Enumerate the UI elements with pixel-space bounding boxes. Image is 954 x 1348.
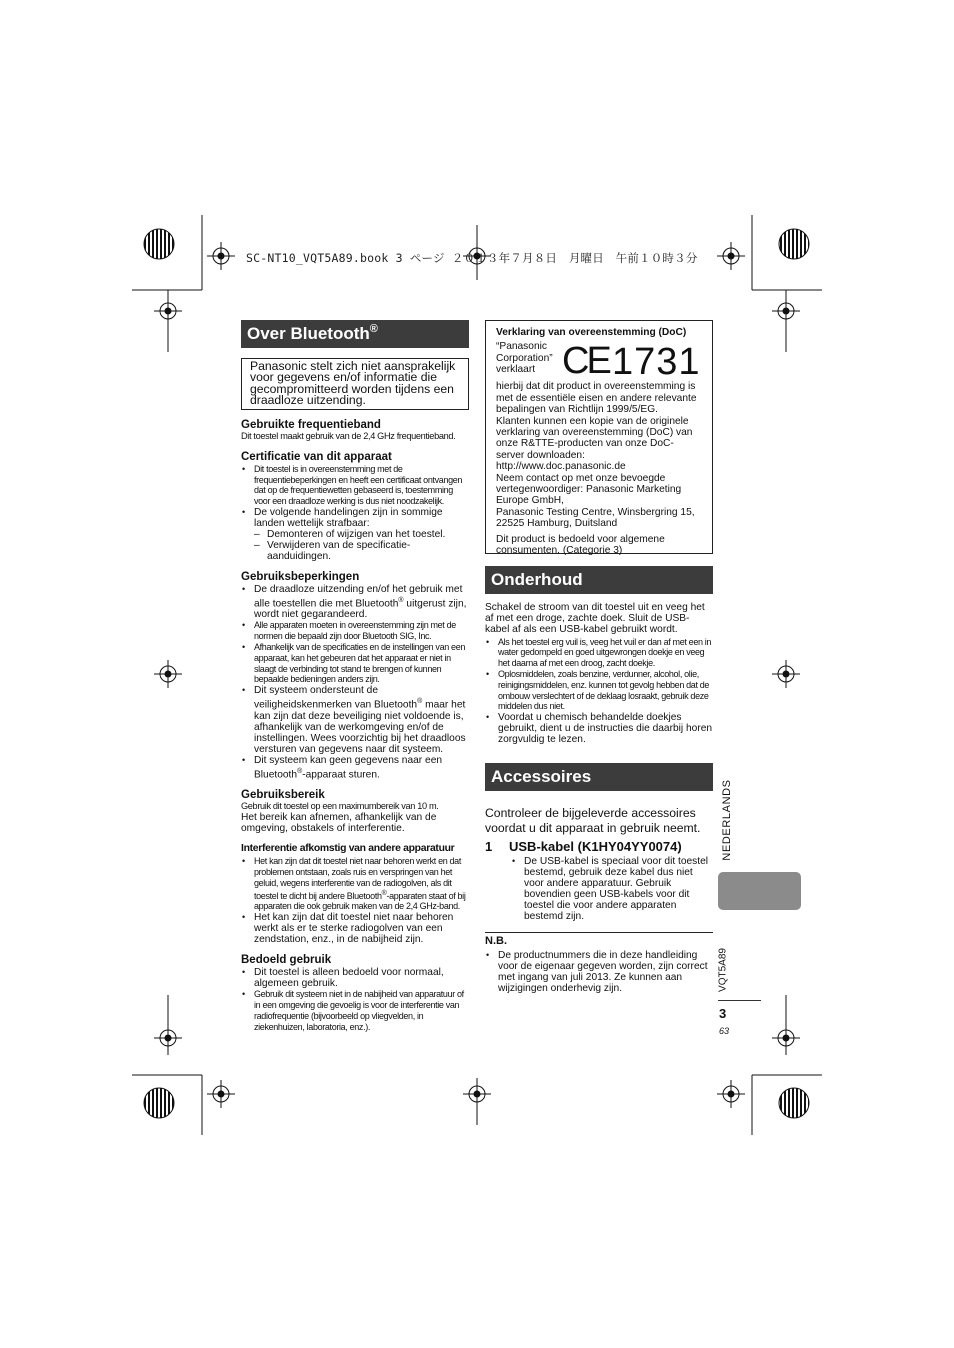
list-item: • Gebruik dit systeem niet in de nabijheid van apparatuur of in een omgeving die gevoelig is voor de interferentie van radiofrequentie (bijvoorbeeld op vliegvelden, in ziekenhuizen, laboratoria, enz.). bbox=[241, 989, 469, 1032]
heading-limitations: Gebruiksbeperkingen bbox=[241, 570, 360, 583]
heading-intended-use: Bedoeld gebruik bbox=[241, 954, 332, 967]
doc-header bbox=[496, 341, 702, 378]
intended-use-list bbox=[241, 967, 469, 1032]
right-column bbox=[485, 320, 713, 994]
nb-divider bbox=[485, 932, 713, 933]
list-item: • Alle apparaten moeten in overeenstemming zijn met de normen die bepaald zijn door Bluetooth SIG, Inc. bbox=[241, 620, 469, 642]
section-title-accessories: Accessoires bbox=[485, 763, 713, 791]
list-item: • Het kan zijn dat dit toestel niet naar behoren werkt en dat problemen ontstaan, zoals ruis en verspringen van het geluid, wegens interferentie van de radiogolven, als dit toestel te dicht bij andere Bluetooth®-apparaten staat of bij apparaten die ook gebruik maken van de 2,4 GHz-band. bbox=[241, 856, 469, 912]
list-item: • Oplosmiddelen, zoals benzine, verdunner, alcohol, olie, reinigingsmiddelen, enz. kunnen tot gevolg hebben dat de ombouw verslechtert of de deklaag losraakt, gebruik deze middelen dus niet. bbox=[485, 669, 713, 712]
list-item: • Voordat u chemisch behandelde doekjes gebruikt, dient u de instructies die daarbij horen zorgvuldig te lezen. bbox=[485, 712, 713, 745]
doc-body-4: Panasonic Testing Centre, Winsbergring 15, 22525 Hamburg, Duitsland bbox=[496, 506, 695, 530]
language-tab bbox=[718, 872, 801, 910]
page-number: 3 bbox=[719, 1006, 727, 1021]
doc-url: http://www.doc.panasonic.de bbox=[496, 461, 626, 473]
language-label: NEDERLANDS bbox=[721, 779, 733, 861]
doc-title: Verklaring van overeenstemming (DoC) bbox=[496, 327, 687, 338]
doc-body-5: Dit product is bedoeld voor algemene consumenten. (Categorie 3) bbox=[496, 533, 665, 557]
list-item: • Het kan zijn dat dit toestel niet naar behoren werkt als er te sterke radiogolven van een zendstation, enz., in de nabijheid zijn. bbox=[241, 912, 469, 945]
list-item: • Afhankelijk van de specificaties en de instellingen van een apparaat, kan het gebeuren dat het apparaat er niet in slaagt de verbinding tot stand te brengen of kunnen bepaalde bedieningen anders zijn. bbox=[241, 642, 469, 685]
heading-certification: Certificatie van dit apparaat bbox=[241, 450, 392, 463]
list-item: • De draadloze uitzending en/of het gebruik met alle toestellen die met Bluetooth® uitgerust zijn, wordt niet gegarandeerd. bbox=[241, 584, 469, 620]
dash-list bbox=[254, 529, 469, 562]
range-text-2: Het bereik kan afnemen, afhankelijk van de omgeving, obstakels of interferentie. bbox=[241, 811, 437, 834]
file-header: SC-NT10_VQT5A89.book 3 ページ ２０１３年７月８日 月曜日 午前１０時３分 bbox=[246, 251, 698, 265]
range-text: Gebruik dit toestel op een maximumbereik van 10 m. bbox=[241, 800, 439, 811]
heading-frequency: Gebruikte frequentieband bbox=[241, 419, 381, 431]
certification-list bbox=[241, 464, 469, 562]
heading-range: Gebruiksbereik bbox=[241, 788, 325, 801]
nb-list bbox=[485, 950, 713, 994]
list-item: • Dit toestel is alleen bedoeld voor normaal, algemeen gebruik. bbox=[241, 967, 469, 989]
declaration-of-conformity-box bbox=[485, 320, 713, 557]
interference-list bbox=[241, 856, 469, 945]
list-item: – Demonteren of wijzigen van het toestel. bbox=[254, 529, 469, 540]
maintenance-list bbox=[485, 637, 713, 746]
ce-number-text: 1731 bbox=[612, 341, 701, 378]
left-column bbox=[241, 320, 469, 1032]
doc-body: hierbij dat dit product in overeenstemming is met de essentiële eisen en andere relevante bepalingen van Richtlijn 1999/5/EG. bbox=[496, 381, 697, 416]
page-number-sub: 63 bbox=[719, 1026, 730, 1036]
list-item: • Dit toestel is in overeenstemming met de frequentiebeperkingen en heeft een certificaat ontvangen dat op de frequentiewetten gebaseerd is, toestemming voor een draadloze werking is dus niet noodzakelijk. bbox=[241, 464, 469, 507]
section-title-bluetooth: Over Bluetooth® bbox=[241, 320, 469, 348]
limitations-list bbox=[241, 584, 469, 780]
doc-body-2: Klanten kunnen een kopie van de originele verklaring van overeenstemming (DoC) van onze R&TTE-producten van onze DoC-server downloaden: bbox=[496, 415, 693, 461]
ce-mark-logo bbox=[562, 341, 706, 377]
list-item: • De volgende handelingen zijn in sommige landen wettelijk strafbaar: – Demonteren of wijzigen van het toestel. – Verwijderen van de specificatie-aanduidingen. bbox=[241, 507, 469, 562]
frequency-text: Dit toestel maakt gebruik van de 2,4 GHz frequentieband. bbox=[241, 431, 456, 441]
list-item: • Als het toestel erg vuil is, veeg het vuil er dan af met een in water gedompeld en goed uitgewrongen doekje en veeg het daarna af met een droog, zacht doekje. bbox=[485, 637, 713, 669]
accessory-item-heading: 1 USB-kabel (K1HY04YY0074) bbox=[485, 839, 682, 854]
heading-interference: Interferentie afkomstig van andere apparatuur bbox=[241, 843, 455, 855]
doc-line-1: “Panasonic bbox=[496, 341, 547, 353]
page-divider bbox=[718, 1000, 761, 1001]
list-item: • De USB-kabel is speciaal voor dit toestel bestemd, gebruik deze kabel dus niet voor andere apparatuur. Gebruik bovendien geen USB-kabels voor dit toestel die voor andere apparaten bestemd zijn. bbox=[511, 856, 713, 922]
doc-line-3: verklaart bbox=[496, 364, 536, 376]
ce-mark-text: CE bbox=[562, 341, 609, 378]
list-item: – Verwijderen van de specificatie-aanduidingen. bbox=[254, 540, 469, 562]
accessories-lead: Controleer de bijgeleverde accessoires voordat u dit apparaat in gebruik neemt. bbox=[485, 806, 701, 835]
model-code: VQT5A89 bbox=[717, 948, 729, 992]
disclaimer-box: Panasonic stelt zich niet aansprakelijk voor gegevens en/of informatie die gecompromitteerd worden tijdens een draadloze uitzending. bbox=[241, 358, 469, 410]
nb-title: N.B. bbox=[485, 934, 507, 947]
list-item: • De productnummers die in deze handleiding voor de eigenaar gegeven worden, zijn correct met ingang van juli 2013. Ze kunnen aan wijzigingen onderhevig zijn. bbox=[485, 950, 713, 994]
doc-line-2: Corporation” bbox=[496, 352, 553, 364]
list-item: • Dit systeem ondersteunt de veiligheidskenmerken van Bluetooth® maar het kan zijn dat deze beveiliging niet voldoende is, afhankelijk van de werkomgeving en/of de instellingen. Wees voorzichtig bij het draadloos versturen van gegevens naar dit systeem. bbox=[241, 685, 469, 754]
section-title-maintenance: Onderhoud bbox=[485, 566, 713, 594]
list-item: • Dit systeem kan geen gegevens naar een Bluetooth®-apparaat sturen. bbox=[241, 755, 469, 780]
maintenance-text: Schakel de stroom van dit toestel uit en veeg het af met een droge, zachte doek. Sluit de USB-kabel af als een USB-kabel gebruikt wordt. bbox=[485, 602, 705, 636]
accessory-list bbox=[511, 856, 713, 922]
doc-body-3: Neem contact op met onze bevoegde vertegenwoordiger: Panasonic Marketing Europe GmbH, bbox=[496, 472, 682, 507]
